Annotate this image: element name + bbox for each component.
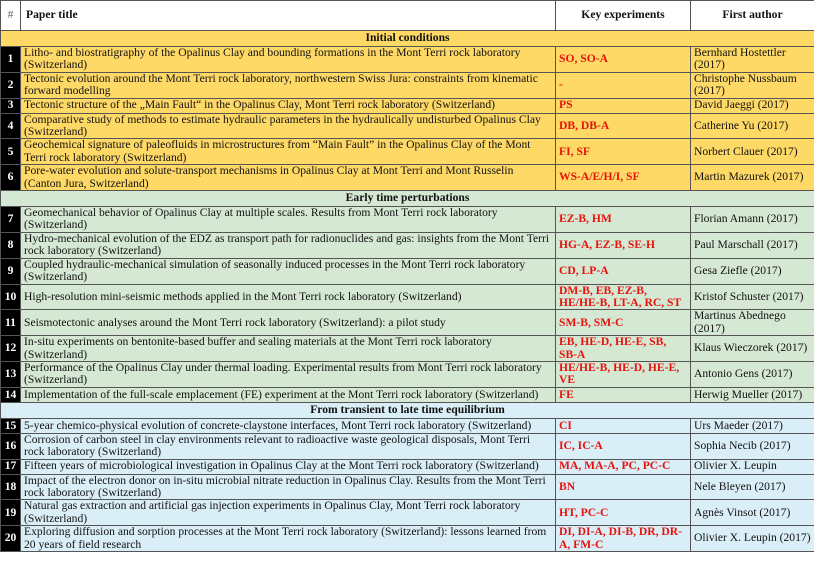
table-row (1, 361, 814, 387)
key-experiments: CI (556, 418, 691, 433)
paper-title: Tectonic evolution around the Mont Terri rock laboratory, northwestern Swiss Jura: constraints from kinematic forward modelling (21, 72, 556, 98)
row-number: 6 (1, 165, 21, 191)
first-author: Gesa Ziefle (2017) (691, 258, 814, 284)
key-experiments: DM-B, EB, EZ-B, HE/HE-B, LT-A, RC, ST (556, 284, 691, 310)
paper-title: Coupled hydraulic-mechanical simulation of seasonally induced processes in the Mont Terri rock laboratory (Switzerland) (21, 258, 556, 284)
row-number: 7 (1, 207, 21, 233)
paper-title: Geochemical signature of paleofluids in microstructures from “Main Fault” in the Opalinus Clay of the Mont Terri rock laboratory (Switzerland) (21, 139, 556, 165)
table-row (1, 474, 814, 500)
key-experiments: HE/HE-B, HE-D, HE-E, VE (556, 361, 691, 387)
first-author: Kristof Schuster (2017) (691, 284, 814, 310)
paper-title: High-resolution mini-seismic methods applied in the Mont Terri rock laboratory (Switzerland) (21, 284, 556, 310)
row-number: 18 (1, 474, 21, 500)
row-number: 19 (1, 500, 21, 526)
paper-title: Corrosion of carbon steel in clay environments relevant to radioactive waste geological disposals, Mont Terri rock laboratory (Switzerland) (21, 433, 556, 459)
table-row (1, 336, 814, 362)
row-number: 2 (1, 72, 21, 98)
paper-title: Pore-water evolution and solute-transport mechanisms in Opalinus Clay at Mont Terri and Mont Russelin (Canton Jura, Switzerland) (21, 165, 556, 191)
paper-title: Performance of the Opalinus Clay under thermal loading. Experimental results from Mont Terri rock laboratory (Switzerland) (21, 361, 556, 387)
header-title: Paper title (21, 1, 556, 31)
key-experiments: WS-A/E/H/I, SF (556, 165, 691, 191)
first-author: Sophia Necib (2017) (691, 433, 814, 459)
first-author: Antonio Gens (2017) (691, 361, 814, 387)
first-author: Norbert Clauer (2017) (691, 139, 814, 165)
key-experiments: SM-B, SM-C (556, 310, 691, 336)
row-number: 11 (1, 310, 21, 336)
section-header-initial (1, 31, 814, 47)
key-experiments: DI, DI-A, DI-B, DR, DR-A, FM-C (556, 526, 691, 552)
key-experiments: FI, SF (556, 139, 691, 165)
first-author: Paul Marschall (2017) (691, 232, 814, 258)
first-author: Urs Maeder (2017) (691, 418, 814, 433)
first-author: Bernhard Hostettler (2017) (691, 47, 814, 73)
key-experiments: SO, SO-A (556, 47, 691, 73)
row-number: 17 (1, 459, 21, 474)
row-number: 20 (1, 526, 21, 552)
section-header-late (1, 402, 814, 418)
key-experiments: EB, HE-D, HE-E, SB, SB-A (556, 336, 691, 362)
row-number: 12 (1, 336, 21, 362)
paper-title: In-situ experiments on bentonite-based buffer and sealing materials at the Mont Terri rock laboratory (Switzerland) (21, 336, 556, 362)
table-row (1, 459, 814, 474)
table-row (1, 207, 814, 233)
row-number: 9 (1, 258, 21, 284)
table-row (1, 98, 814, 113)
section-header-early (1, 191, 814, 207)
first-author: Herwig Mueller (2017) (691, 387, 814, 402)
section-label: Early time perturbations (1, 191, 814, 207)
paper-title: Natural gas extraction and artificial gas injection experiments in Opalinus Clay, Mont Terri rock laboratory (Switzerland) (21, 500, 556, 526)
first-author: Agnès Vinsot (2017) (691, 500, 814, 526)
first-author: Olivier X. Leupin (2017) (691, 526, 814, 552)
paper-title: 5-year chemico-physical evolution of concrete-claystone interfaces, Mont Terri rock laboratory (Switzerland) (21, 418, 556, 433)
paper-title: Fifteen years of microbiological investigation in Opalinus Clay at the Mont Terri rock laboratory (Switzerland) (21, 459, 556, 474)
row-number: 5 (1, 139, 21, 165)
table-row (1, 232, 814, 258)
table-row (1, 139, 814, 165)
first-author: Nele Bleyen (2017) (691, 474, 814, 500)
section-label: Initial conditions (1, 31, 814, 47)
first-author: Catherine Yu (2017) (691, 113, 814, 139)
table-row (1, 72, 814, 98)
key-experiments: HT, PC-C (556, 500, 691, 526)
key-experiments: FE (556, 387, 691, 402)
key-experiments: DB, DB-A (556, 113, 691, 139)
table-row (1, 113, 814, 139)
paper-title: Implementation of the full-scale emplacement (FE) experiment at the Mont Terri rock laboratory (Switzerland) (21, 387, 556, 402)
paper-title: Hydro-mechanical evolution of the EDZ as transport path for radionuclides and gas: insights from the Mont Terri rock laboratory (Switzerland) (21, 232, 556, 258)
row-number: 14 (1, 387, 21, 402)
table-row (1, 526, 814, 552)
first-author: David Jaeggi (2017) (691, 98, 814, 113)
first-author: Martin Mazurek (2017) (691, 165, 814, 191)
first-author: Florian Amann (2017) (691, 207, 814, 233)
header-row (1, 1, 814, 31)
row-number: 10 (1, 284, 21, 310)
paper-title: Exploring diffusion and sorption processes at the Mont Terri rock laboratory (Switzerland): lessons learned from 20 years of field research (21, 526, 556, 552)
header-experiments: Key experiments (556, 1, 691, 31)
key-experiments: IC, IC-A (556, 433, 691, 459)
first-author: Klaus Wieczorek (2017) (691, 336, 814, 362)
header-num: # (1, 1, 21, 31)
header-author: First author (691, 1, 814, 31)
key-experiments: PS (556, 98, 691, 113)
row-number: 4 (1, 113, 21, 139)
key-experiments: - (556, 72, 691, 98)
paper-title: Geomechanical behavior of Opalinus Clay at multiple scales. Results from Mont Terri rock laboratory (Switzerland) (21, 207, 556, 233)
table-row (1, 310, 814, 336)
first-author: Christophe Nussbaum (2017) (691, 72, 814, 98)
key-experiments: HG-A, EZ-B, SE-H (556, 232, 691, 258)
paper-title: Comparative study of methods to estimate hydraulic parameters in the hydraulically undisturbed Opalinus Clay (Switzerland) (21, 113, 556, 139)
table-row (1, 433, 814, 459)
table-row (1, 258, 814, 284)
paper-title: Impact of the electron donor on in-situ microbial nitrate reduction in Opalinus Clay. Results from the Mont Terri rock laboratory (Switzerland) (21, 474, 556, 500)
row-number: 15 (1, 418, 21, 433)
table-row (1, 500, 814, 526)
key-experiments: CD, LP-A (556, 258, 691, 284)
table-row (1, 418, 814, 433)
row-number: 16 (1, 433, 21, 459)
section-label: From transient to late time equilibrium (1, 402, 814, 418)
paper-title: Seismotectonic analyses around the Mont Terri rock laboratory (Switzerland): a pilot study (21, 310, 556, 336)
row-number: 8 (1, 232, 21, 258)
table-row (1, 284, 814, 310)
table-row (1, 387, 814, 402)
first-author: Olivier X. Leupin (691, 459, 814, 474)
key-experiments: BN (556, 474, 691, 500)
row-number: 1 (1, 47, 21, 73)
key-experiments: EZ-B, HM (556, 207, 691, 233)
paper-title: Tectonic structure of the „Main Fault“ in the Opalinus Clay, Mont Terri rock laboratory (Switzerland) (21, 98, 556, 113)
paper-title: Litho- and biostratigraphy of the Opalinus Clay and bounding formations in the Mont Terri rock laboratory (Switzerland) (21, 47, 556, 73)
row-number: 3 (1, 98, 21, 113)
row-number: 13 (1, 361, 21, 387)
key-experiments: MA, MA-A, PC, PC-C (556, 459, 691, 474)
first-author: Martinus Abednego (2017) (691, 310, 814, 336)
table-row (1, 165, 814, 191)
table-row (1, 47, 814, 73)
